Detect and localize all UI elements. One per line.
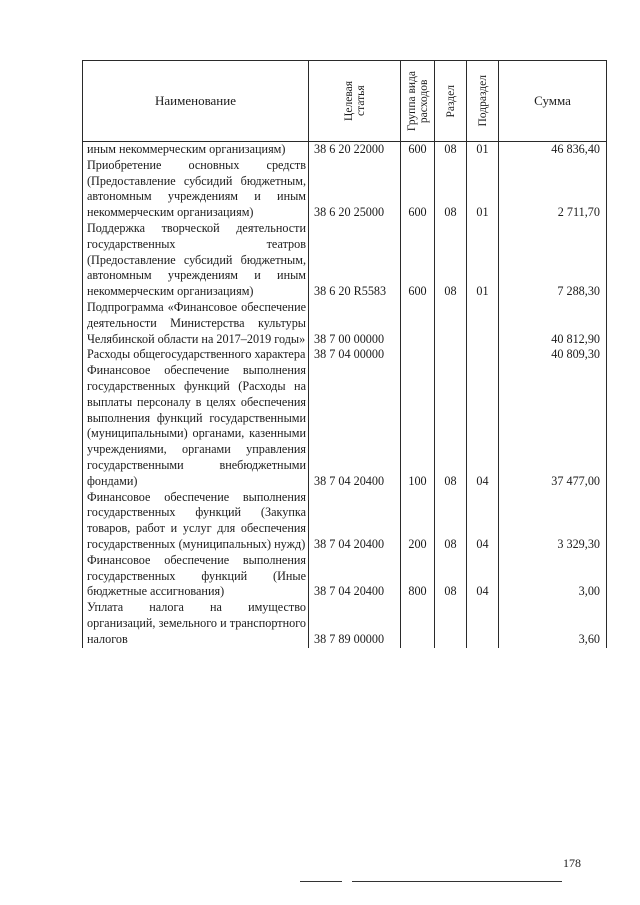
row-section: 08 <box>435 221 467 300</box>
row-subsection: 01 <box>467 158 499 221</box>
table-row <box>83 221 607 300</box>
row-group <box>401 600 435 647</box>
row-sum: 3 329,30 <box>499 490 607 553</box>
page-number: 178 <box>563 856 581 870</box>
row-group: 600 <box>401 221 435 300</box>
row-name: Финансовое обеспечение выполнения государственных функций (Расходы на выплаты персоналу в целях обеспечения выполнения функций государственными (муниципальными) органами, казенными учреждениями, органами управления государственными внебюджетными фондами) <box>83 363 309 489</box>
row-subsection: 01 <box>467 142 499 158</box>
header-group: Группа вида расходов <box>405 70 430 132</box>
table-row <box>83 600 607 647</box>
table-row <box>83 363 607 489</box>
row-article: 38 6 20 25000 <box>309 158 401 221</box>
row-article: 38 6 20 22000 <box>309 142 401 158</box>
row-subsection <box>467 300 499 347</box>
row-section: 08 <box>435 142 467 158</box>
row-name: Финансовое обеспечение выполнения государственных функций (Иные бюджетные ассигнования) <box>83 553 309 600</box>
row-article: 38 7 04 20400 <box>309 490 401 553</box>
table-row <box>83 142 607 158</box>
header-subsection-cell <box>467 61 499 142</box>
row-subsection <box>467 600 499 647</box>
row-article: 38 7 04 00000 <box>309 347 401 363</box>
table-row <box>83 347 607 363</box>
row-group <box>401 300 435 347</box>
budget-table <box>82 60 607 648</box>
row-subsection: 04 <box>467 363 499 489</box>
header-group-cell <box>401 61 435 142</box>
header-section: Раздел <box>444 84 457 118</box>
row-sum: 37 477,00 <box>499 363 607 489</box>
row-name: Приобретение основных средств (Предоставление субсидий бюджетным, автономным учреждениям и иным некоммерческим организациям) <box>83 158 309 221</box>
row-section: 08 <box>435 553 467 600</box>
header-article: Целевая статья <box>342 81 367 121</box>
row-sum: 3,00 <box>499 553 607 600</box>
row-name: Финансовое обеспечение выполнения государственных функций (Закупка товаров, работ и услуг для обеспечения государственных (муниципальных) нужд) <box>83 490 309 553</box>
row-sum: 2 711,70 <box>499 158 607 221</box>
row-article: 38 7 04 20400 <box>309 363 401 489</box>
row-subsection: 04 <box>467 490 499 553</box>
header-subsection: Подраздел <box>476 75 489 127</box>
row-sum: 7 288,30 <box>499 221 607 300</box>
header-section-cell <box>435 61 467 142</box>
table-row <box>83 490 607 553</box>
footer-rule-right <box>352 881 562 882</box>
row-article: 38 7 04 20400 <box>309 553 401 600</box>
row-group: 600 <box>401 142 435 158</box>
table-row <box>83 158 607 221</box>
row-name: Подпрограмма «Финансовое обеспечение деятельности Министерства культуры Челябинской области на 2017–2019 годы» <box>83 300 309 347</box>
table-header-row <box>83 61 607 142</box>
header-name: Наименование <box>83 61 309 142</box>
row-sum: 40 812,90 <box>499 300 607 347</box>
table-row <box>83 553 607 600</box>
row-name: Поддержка творческой деятельности государственных театров (Предоставление субсидий бюджетным, автономным учреждениям и иным некоммерческим организациям) <box>83 221 309 300</box>
row-group: 100 <box>401 363 435 489</box>
header-sum: Сумма <box>499 61 607 142</box>
row-section <box>435 600 467 647</box>
row-name: Уплата налога на имущество организаций, земельного и транспортного налогов <box>83 600 309 647</box>
row-group: 200 <box>401 490 435 553</box>
header-article-cell <box>309 61 401 142</box>
row-name: Расходы общегосударственного характера <box>83 347 309 363</box>
row-sum: 46 836,40 <box>499 142 607 158</box>
row-sum: 3,60 <box>499 600 607 647</box>
row-sum: 40 809,30 <box>499 347 607 363</box>
row-section: 08 <box>435 490 467 553</box>
row-section: 08 <box>435 158 467 221</box>
row-group: 800 <box>401 553 435 600</box>
footer-rule-left <box>300 881 342 882</box>
row-subsection: 01 <box>467 221 499 300</box>
row-article: 38 6 20 R5583 <box>309 221 401 300</box>
row-article: 38 7 00 00000 <box>309 300 401 347</box>
row-subsection: 04 <box>467 553 499 600</box>
row-article: 38 7 89 00000 <box>309 600 401 647</box>
row-subsection <box>467 347 499 363</box>
row-group <box>401 347 435 363</box>
budget-table-sheet <box>82 60 606 648</box>
row-section <box>435 347 467 363</box>
row-section: 08 <box>435 363 467 489</box>
row-section <box>435 300 467 347</box>
row-group: 600 <box>401 158 435 221</box>
row-name: иным некоммерческим организациям) <box>83 142 309 158</box>
table-row <box>83 300 607 347</box>
